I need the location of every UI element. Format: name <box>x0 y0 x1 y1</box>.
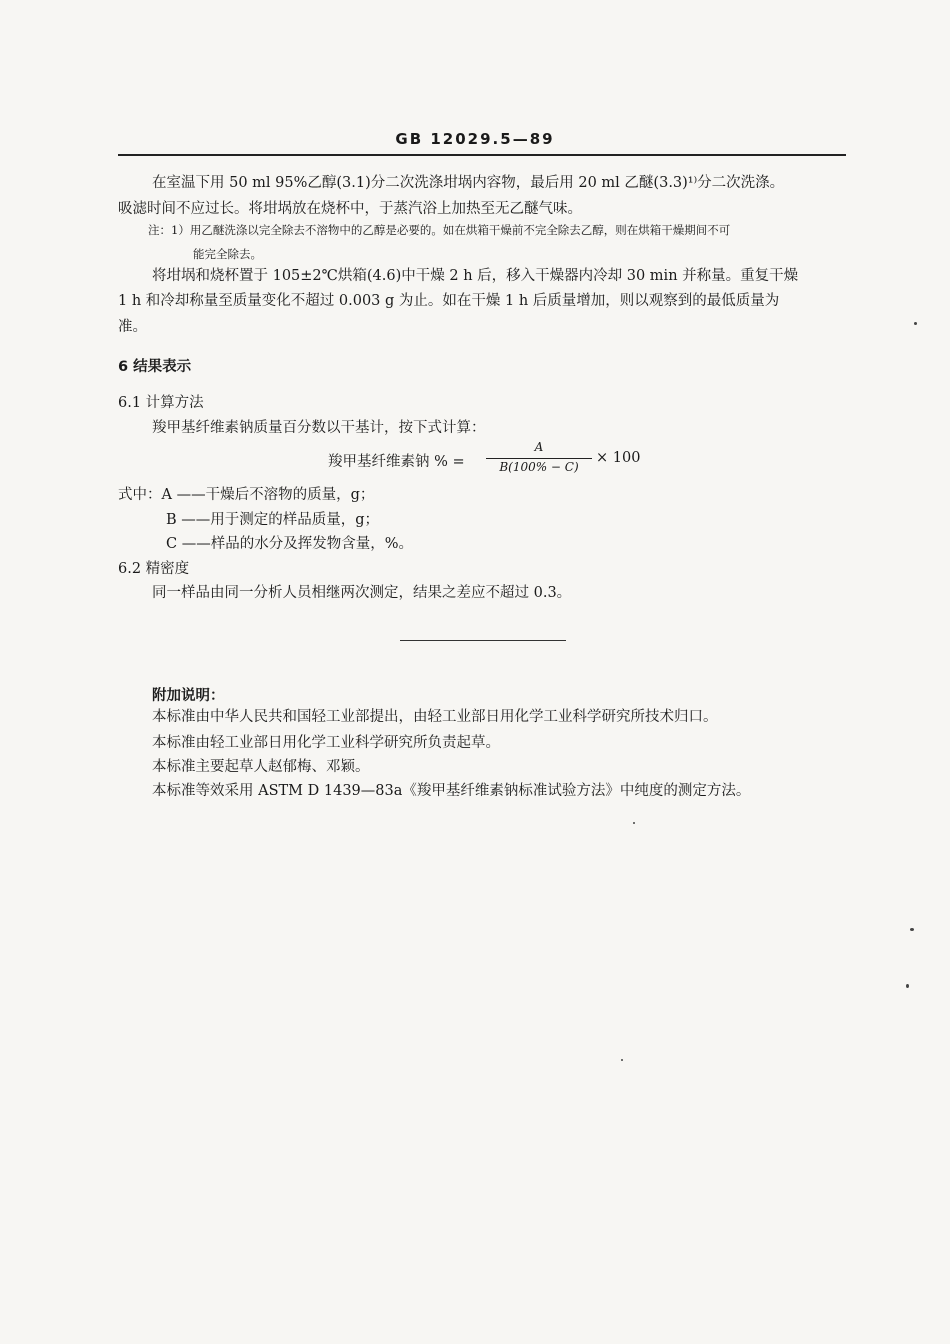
where-a: 式中：A ——干燥后不溶物的质量，g； <box>118 487 375 503</box>
scan-speck <box>621 1059 623 1061</box>
standard-code: GB 12029.5—89 <box>395 130 555 148</box>
fraction-bar <box>486 458 592 459</box>
where-c: C ——样品的水分及挥发物含量，%。 <box>166 536 413 552</box>
where-b: B ——用于测定的样品质量，g； <box>166 512 380 528</box>
appendix-line4: 本标准等效采用 ASTM D 1439—83a《羧甲基纤维素钠标准试验方法》中纯度的测定方法。 <box>152 783 751 799</box>
appendix-line1: 本标准由中华人民共和国轻工业部提出，由轻工业部日用化学工业科学研究所技术归口。 <box>152 709 718 725</box>
appendix-heading: 附加说明： <box>152 688 225 704</box>
scan-speck <box>910 928 914 931</box>
para2-line3: 准。 <box>118 319 147 335</box>
formula-rhs: × 100 <box>596 450 641 466</box>
note-line2: 能完全除去。 <box>193 247 262 261</box>
para2-line2: 1 h 和冷却称量至质量变化不超过 0.003 g 为止。如在干燥 1 h 后质量增加，则以观察到的最低质量为 <box>118 293 780 309</box>
section-6-2-text: 同一样品由同一分析人员相继两次测定，结果之差应不超过 0.3。 <box>152 585 572 601</box>
appendix-line3: 本标准主要起草人赵郁梅、邓颖。 <box>152 759 370 775</box>
para1-line1: 在室温下用 50 ml 95%乙醇(3.1)分二次洗涤坩埚内容物，最后用 20 ml 乙醚(3.3)¹⁾分二次洗涤。 <box>152 175 785 191</box>
end-rule <box>400 640 566 641</box>
header-rule <box>118 154 846 156</box>
para1-line2: 吸滤时间不应过长。将坩埚放在烧杯中，于蒸汽浴上加热至无乙醚气味。 <box>118 201 582 217</box>
para2-line1: 将坩埚和烧杯置于 105±2℃烘箱(4.6)中干燥 2 h 后，移入干燥器内冷却 30 min 并称量。重复干燥 <box>152 268 799 284</box>
appendix-line2: 本标准由轻工业部日用化学工业科学研究所负责起草。 <box>152 735 500 751</box>
note-line1: 注：1）用乙醚洗涤以完全除去不溶物中的乙醇是必要的。如在烘箱干燥前不完全除去乙醇，则在烘箱干燥期间不可 <box>148 223 731 237</box>
section-6-1-text: 羧甲基纤维素钠质量百分数以干基计，按下式计算： <box>152 420 486 436</box>
scan-speck <box>914 322 917 325</box>
scan-speck <box>906 984 909 988</box>
section-6-1-heading: 6.1 计算方法 <box>118 395 204 411</box>
formula-numerator: A <box>534 440 544 454</box>
section-6-heading: 6 结果表示 <box>118 359 192 375</box>
scan-speck <box>633 822 635 824</box>
formula-lhs: 羧甲基纤维素钠 % = <box>328 454 465 470</box>
formula-denominator: B(100% − C) <box>499 460 579 474</box>
section-6-2-heading: 6.2 精密度 <box>118 561 190 577</box>
